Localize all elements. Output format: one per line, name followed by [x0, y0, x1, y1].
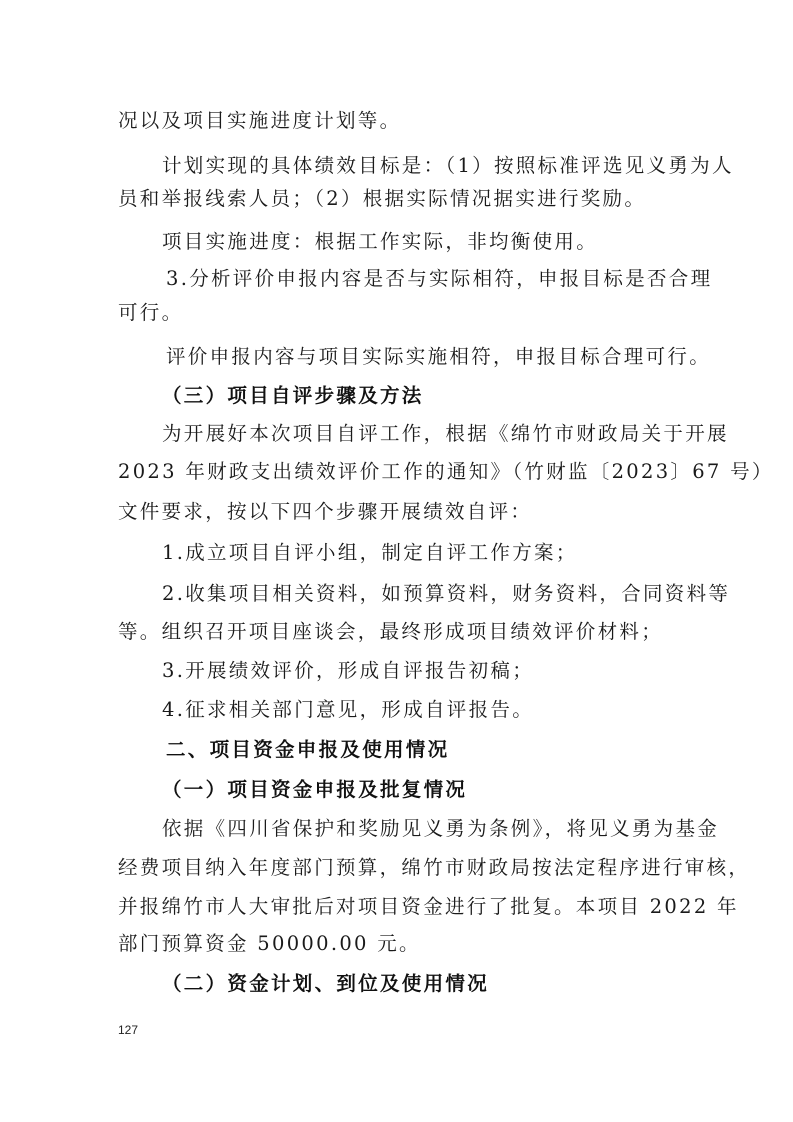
paragraph-line: 员和举报线索人员；（2）根据实际情况据实进行奖励。 — [118, 187, 647, 210]
paragraph-line: 1.成立项目自评小组，制定自评工作方案； — [162, 541, 578, 564]
paragraph-line: 况以及项目实施进度计划等。 — [118, 109, 402, 132]
section-heading: （二）资金计划、到位及使用情况 — [162, 972, 490, 995]
paragraph-line: 依据《四川省保护和奖励见义勇为条例》，将见义勇为基金 — [162, 817, 720, 840]
paragraph-line: 项目实施进度：根据工作实际，非均衡使用。 — [162, 230, 599, 253]
paragraph-line: 并报绵竹市人大审批后对项目资金进行了批复。本项目 2022 年 — [118, 895, 739, 918]
paragraph-line: 可行。 — [118, 301, 184, 324]
section-heading: （三）项目自评步骤及方法 — [162, 384, 424, 407]
paragraph-line: 2023 年财政支出绩效评价工作的通知》（竹财监〔2023〕67 号） — [118, 460, 774, 483]
paragraph-line: 文件要求，按以下四个步骤开展绩效自评： — [118, 500, 533, 523]
paragraph-line: 经费项目纳入年度部门预算，绵竹市财政局按法定程序进行审核， — [118, 856, 751, 879]
paragraph-line: 3.分析评价申报内容是否与实际相符，申报目标是否合理 — [166, 267, 713, 290]
paragraph-line: 3.开展绩效评价，形成自评报告初稿； — [162, 659, 535, 682]
paragraph-line: 等。组织召开项目座谈会，最终形成项目绩效评价材料； — [118, 620, 664, 643]
page-number: 127 — [118, 1023, 139, 1037]
paragraph-line: 评价申报内容与项目实际实施相符，申报目标合理可行。 — [166, 345, 712, 368]
chapter-heading: 二、项目资金申报及使用情况 — [166, 738, 450, 761]
paragraph-line: 2.收集项目相关资料，如预算资料，财务资料，合同资料等 — [162, 582, 731, 605]
paragraph-line: 计划实现的具体绩效目标是：（1）按照标准评选见义勇为人 — [162, 154, 734, 177]
paragraph-line: 4.征求相关部门意见，形成自评报告。 — [162, 698, 535, 721]
paragraph-line: 为开展好本次项目自评工作，根据《绵竹市财政局关于开展 — [162, 422, 729, 445]
paragraph-line: 部门预算资金 50000.00 元。 — [118, 932, 421, 955]
section-heading: （一）项目资金申报及批复情况 — [162, 778, 468, 801]
